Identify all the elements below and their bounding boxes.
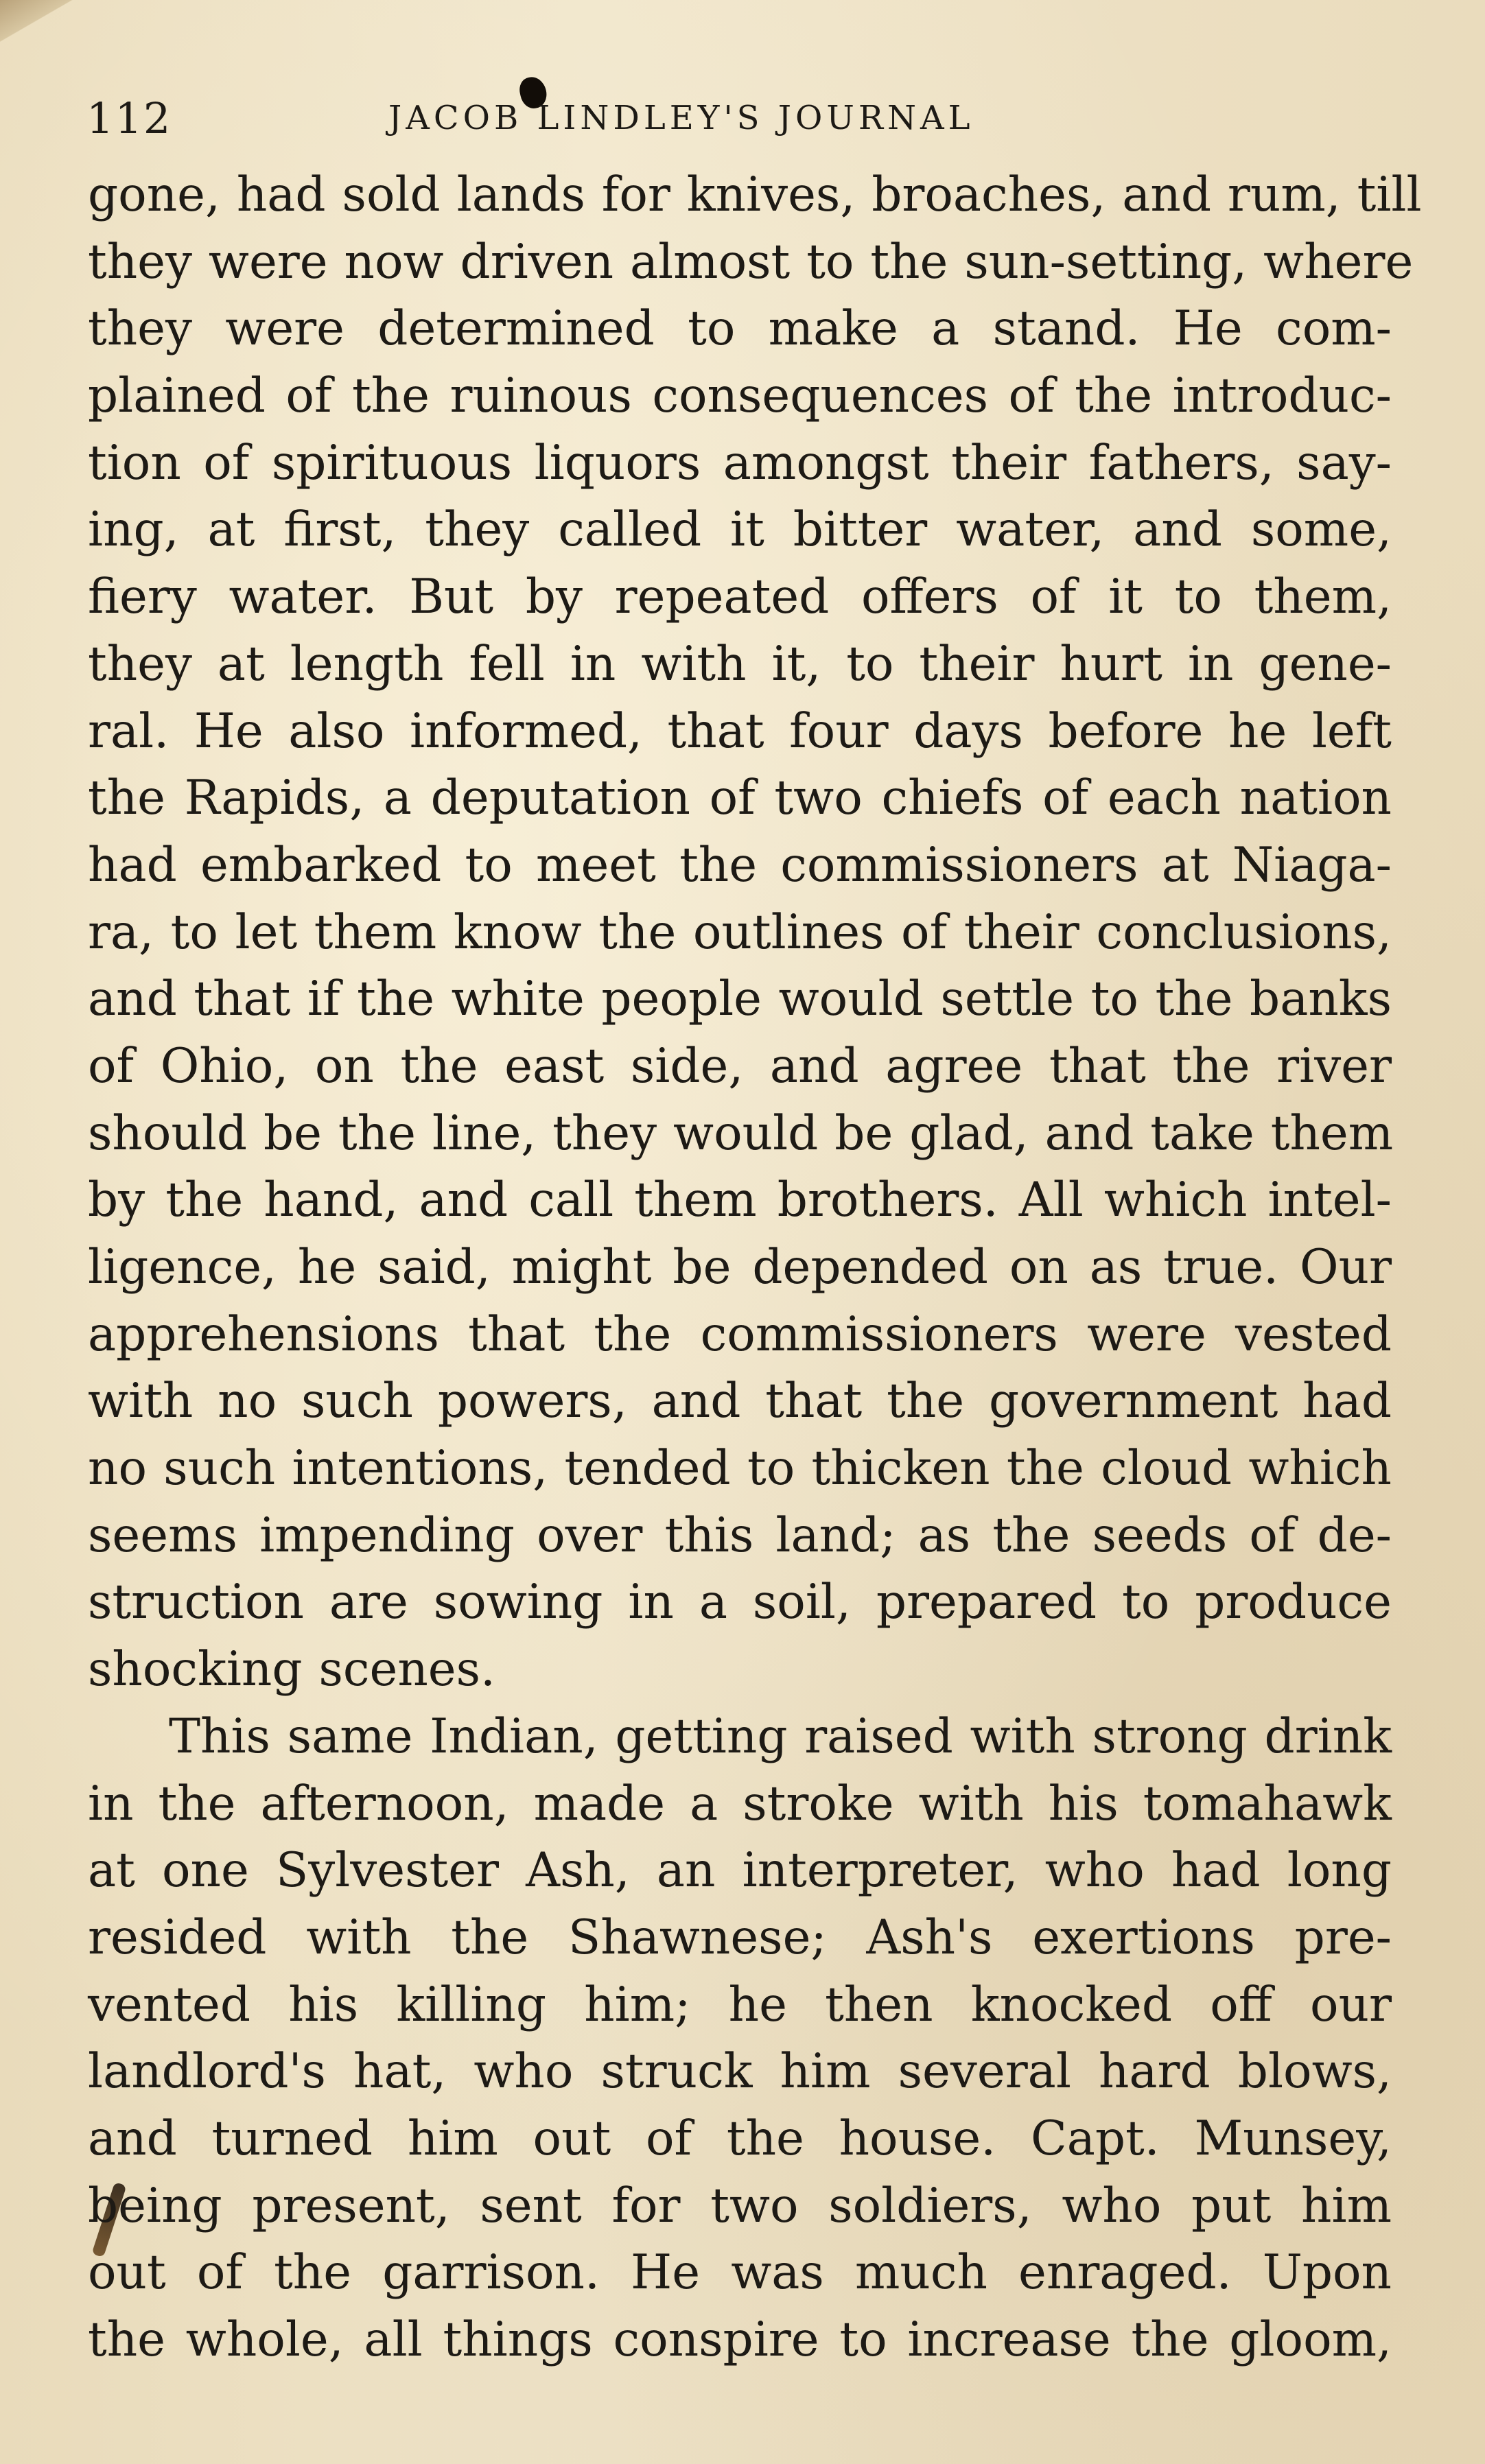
text-line: of Ohio, on the east side, and agree that the river: [88, 1038, 1392, 1094]
text-line: ra, to let them know the outlines of their conclusions,: [88, 904, 1392, 960]
text-line: should be the line, they would be glad, and take them: [88, 1105, 1394, 1161]
text-line: struction are sowing in a soil, prepared to produce: [88, 1575, 1392, 1630]
page-number: 112: [86, 93, 172, 143]
text-line: the Rapids, a deputation of two chiefs of each nation: [88, 771, 1392, 826]
text-line: seems impending over this land; as the seeds of de-: [88, 1507, 1392, 1563]
text-line: by the hand, and call them brothers. All which intel-: [88, 1173, 1392, 1228]
text-line: they were now driven almost to the sun-setting, where: [88, 234, 1414, 290]
text-line: tion of spirituous liquors amongst their fathers, say-: [88, 435, 1392, 491]
text-line: at one Sylvester Ash, an interpreter, who had long: [88, 1843, 1392, 1899]
text-line: shocking scenes.: [88, 1642, 495, 1698]
running-head: JACOB LINDLEY'S JOURNAL: [388, 99, 974, 137]
text-line: and turned him out of the house. Capt. Munsey,: [88, 2111, 1392, 2166]
text-line: vented his killing him; he then knocked off our: [88, 1977, 1392, 2032]
text-line: ing, at first, they called it bitter water, and some,: [88, 502, 1392, 558]
text-line: plained of the ruinous consequences of the introduc-: [88, 368, 1392, 424]
text-line: being present, sent for two soldiers, who put him: [88, 2178, 1392, 2233]
text-line: no such intentions, tended to thicken the cloud which: [88, 1441, 1392, 1497]
text-line: had embarked to meet the commissioners at Niaga-: [88, 837, 1392, 893]
text-line: with no such powers, and that the government had: [88, 1374, 1392, 1429]
text-line: they were determined to make a stand. He com-: [88, 301, 1392, 357]
body-text: [88, 162, 1422, 2374]
text-line: apprehensions that the commissioners were vested: [88, 1306, 1392, 1362]
text-line: ral. He also informed, that four days before he left: [88, 703, 1392, 759]
paragraph-first-line: This same Indian, getting raised with strong drink: [169, 1709, 1392, 1764]
text-line: in the afternoon, made a stroke with his tomahawk: [88, 1776, 1392, 1831]
text-line: the whole, all things conspire to increase the gloom,: [88, 2312, 1392, 2367]
text-line: landlord's hat, who struck him several hard blows,: [88, 2044, 1392, 2100]
text-line: out of the garrison. He was much enraged. Upon: [88, 2245, 1392, 2301]
text-line: they at length fell in with it, to their hurt in gene-: [88, 636, 1392, 692]
text-line: fiery water. But by repeated offers of it to them,: [88, 570, 1392, 625]
page-corner-fold: [0, 0, 75, 48]
text-line: and that if the white people would settle to the banks: [88, 972, 1392, 1027]
text-line: gone, had sold lands for knives, broaches, and rum, till: [88, 167, 1422, 222]
text-line: resided with the Shawnese; Ash's exertions pre-: [88, 1910, 1392, 1965]
text-line: ligence, he said, might be depended on as true. Our: [88, 1240, 1392, 1295]
page-header: [86, 93, 1390, 155]
